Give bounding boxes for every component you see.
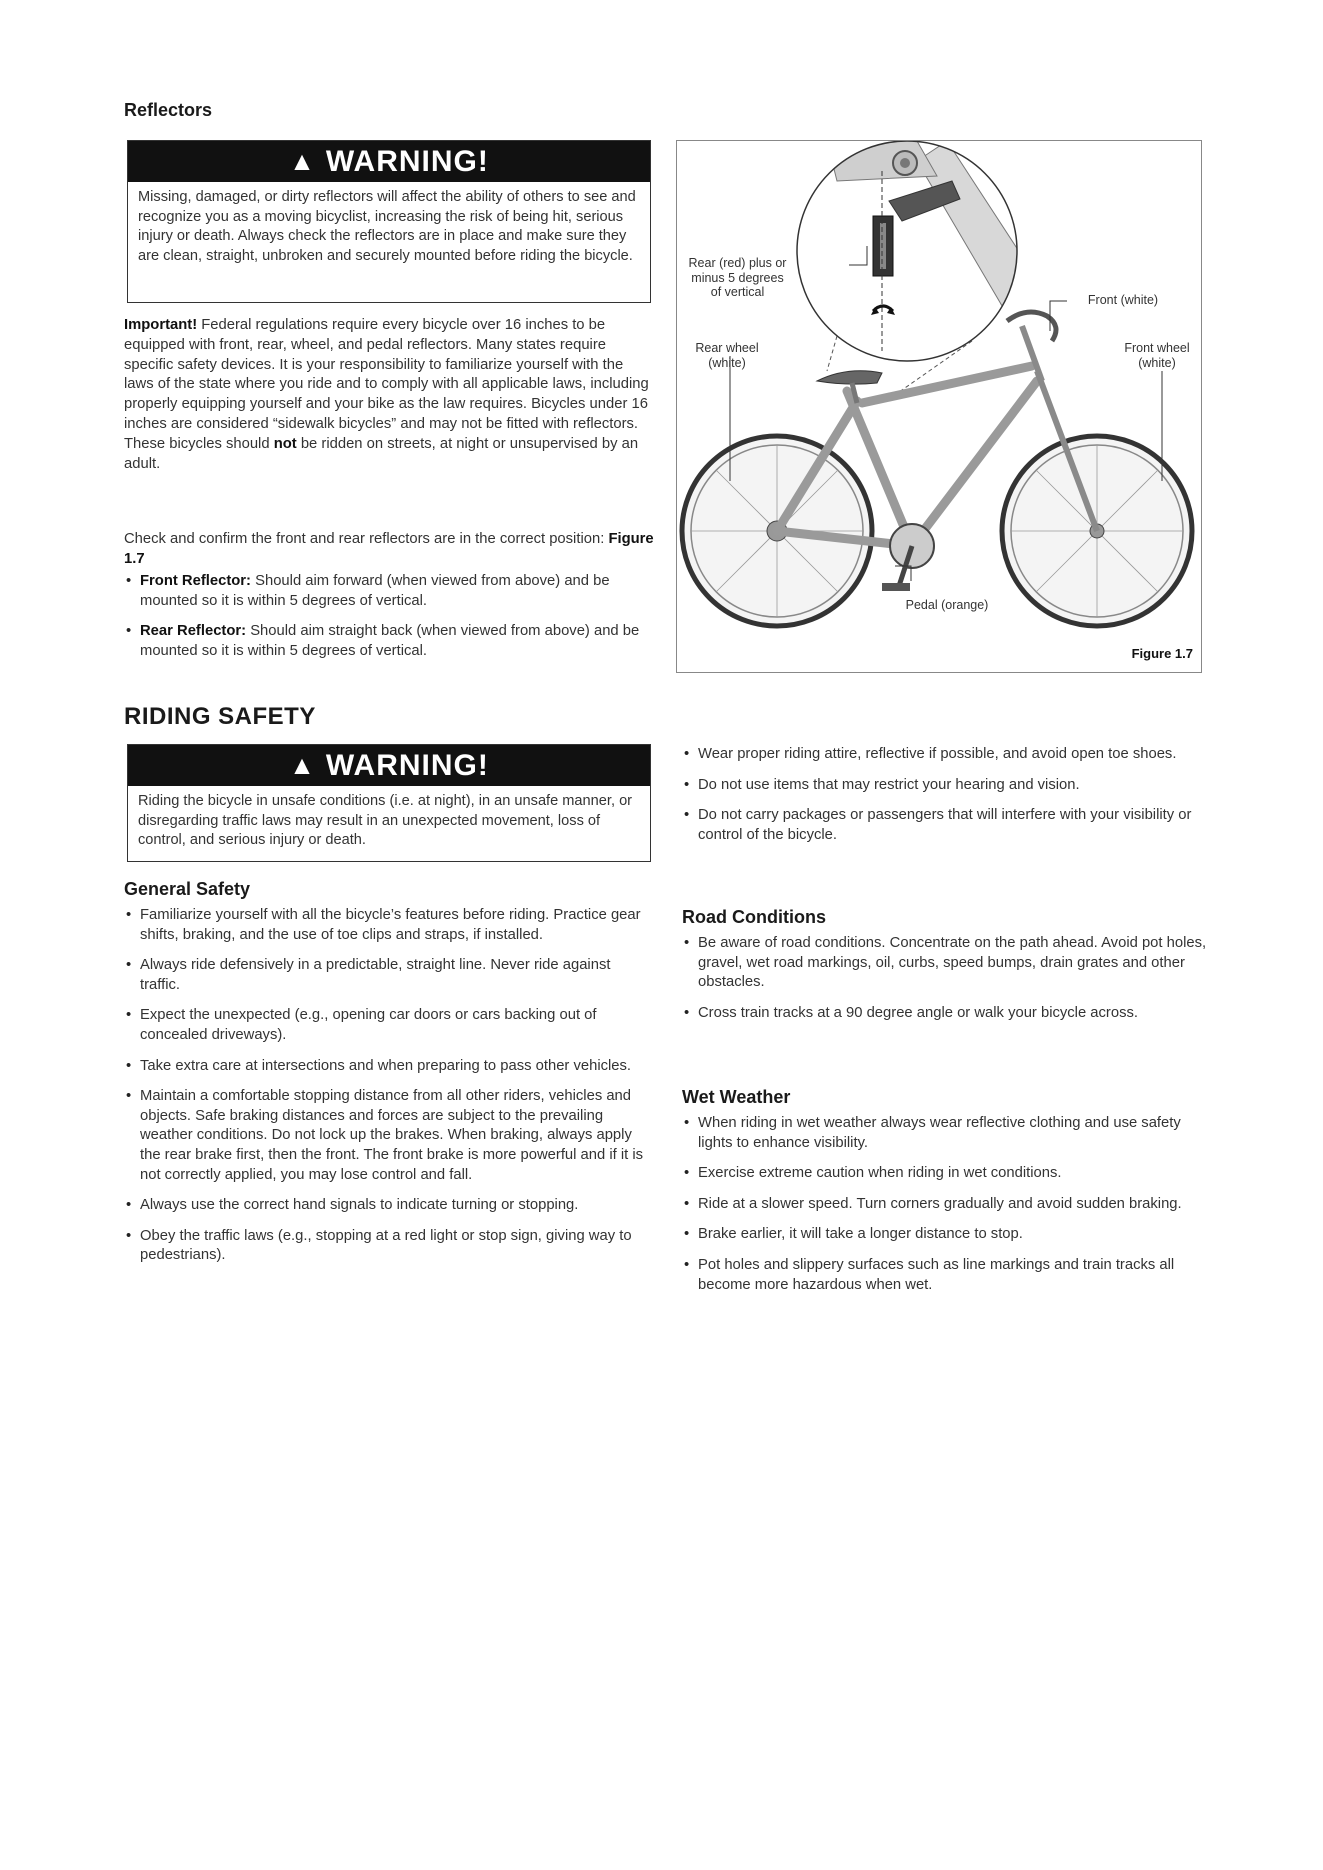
wet-weather-heading: Wet Weather xyxy=(682,1087,791,1107)
list-item: • Ride at a slower speed. Turn corners gradually and avoid sudden braking. xyxy=(682,1195,1207,1215)
list-item: • Obey the traffic laws (e.g., stopping at a red light or stop sign, giving way to pedestrians). xyxy=(124,1227,654,1266)
important-label: Important! xyxy=(124,317,198,333)
important-not: not xyxy=(273,435,297,452)
list-item: • Cross train tracks at a 90 degree angle or walk your bicycle across. xyxy=(682,1004,1207,1024)
list-item: • Brake earlier, it will take a longer distance to stop. xyxy=(682,1225,1207,1245)
list-item: • Do not use items that may restrict your hearing and vision. xyxy=(682,776,1207,796)
list-item: • Always use the correct hand signals to indicate turning or stopping. xyxy=(124,1196,654,1216)
label-rear-wheel: Rear wheel (white) xyxy=(695,341,759,370)
list-item: • Rear Reflector: Should aim straight back (when viewed from above) and be mounted so it is within 5 degrees of vertical. xyxy=(124,622,654,661)
warning-triangle-icon: ▲ xyxy=(289,750,316,780)
bicycle-illustration xyxy=(677,141,1201,672)
list-item: • Front Reflector: Should aim forward (when viewed from above) and be mounted so it is within 5 degrees of vertical. xyxy=(124,572,654,611)
list-item: • Wear proper riding attire, reflective if possible, and avoid open toe shoes. xyxy=(682,745,1207,765)
warning-text: Riding the bicycle in unsafe conditions (i.e. at night), in an unsafe manner, or disregarding traffic laws may result in an unexpected movement, loss of control, and serious injury or death. xyxy=(138,793,633,849)
road-conditions-heading: Road Conditions xyxy=(682,907,826,927)
label-rear-reflector: Rear (red) plus or minus 5 degrees of vertical xyxy=(688,256,787,299)
reflectors-warning-box xyxy=(127,140,651,303)
list-item: • When riding in wet weather always wear reflective clothing and use safety lights to enhance visibility. xyxy=(682,1114,1207,1153)
riding-safety-heading: RIDING SAFETY xyxy=(124,703,316,730)
warning-header xyxy=(128,745,650,786)
list-item: • Exercise extreme caution when riding in wet conditions. xyxy=(682,1164,1207,1184)
important-paragraph: Important! Federal regulations require every bicycle over 16 inches to be equipped with front, rear, wheel, and pedal reflectors. Many states require specific safety devices. It is your responsibility to familiarize yourself with the laws of the state where you ride and to comply with all applicable laws, including properly equipping yourself and your bike as the law requires. Bicycles under 16 inches are considered “sidewalk bicycles” and may not be fitted with reflectors. These bicycles should not be ridden on streets, at night or unsupervised by an adult. xyxy=(124,317,649,472)
wet-weather-list xyxy=(682,1114,1207,1306)
list-item: • Be aware of road conditions. Concentrate on the path ahead. Avoid pot holes, gravel, wet road markings, oil, curbs, speed bumps, drain grates and other obstacles. xyxy=(682,934,1207,993)
general-safety-heading: General Safety xyxy=(124,879,251,899)
figure-caption: Figure 1.7 xyxy=(1131,646,1193,661)
list-item: • Familiarize yourself with all the bicycle’s features before riding. Practice gear shifts, braking, and the use of toe clips and straps, if installed. xyxy=(124,906,654,945)
reflector-bullet-list xyxy=(124,572,654,672)
road-conditions-list xyxy=(682,934,1207,1034)
riding-warning-box xyxy=(127,744,651,862)
warning-title: WARNING! xyxy=(325,749,489,782)
warning-triangle-icon: ▲ xyxy=(289,146,316,176)
general-safety-list xyxy=(124,906,654,1277)
reflectors-heading: Reflectors xyxy=(124,100,213,120)
list-item: • Maintain a comfortable stopping distance from all other riders, vehicles and objects. Safe braking distances and forces are subject to the prevailing weather conditions. Do not lock up the brakes. When braking, always apply the rear brake first, then the front. The front brake is more powerful and if it is not correctly applied, you may lose control and fall. xyxy=(124,1087,654,1185)
figure-box xyxy=(676,140,1202,673)
warning-text: Missing, damaged, or dirty reflectors will affect the ability of others to see and recognize you as a moving bicyclist, increasing the risk of being hit, serious injury or death. Always check the reflectors are in place and make sure they are clean, straight, unbroken and securely mounted before riding the bicycle. xyxy=(138,189,636,264)
list-item: • Do not carry packages or passengers that will interfere with your visibility or control of the bicycle. xyxy=(682,806,1207,845)
list-item: • Always ride defensively in a predictable, straight line. Never ride against traffic. xyxy=(124,956,654,995)
warning-title: WARNING! xyxy=(325,145,489,178)
attire-list xyxy=(682,745,1207,856)
warning-header xyxy=(128,141,650,182)
label-front-wheel: Front wheel (white) xyxy=(1124,341,1190,370)
label-front-reflector: Front (white) xyxy=(1087,293,1159,307)
list-item: • Take extra care at intersections and when preparing to pass other vehicles. xyxy=(124,1057,654,1077)
figure-reference: Figure 1.7 xyxy=(124,531,654,567)
list-item: • Expect the unexpected (e.g., opening car doors or cars backing out of concealed driveways). xyxy=(124,1006,654,1045)
list-item: • Pot holes and slippery surfaces such as line markings and train tracks all become more hazardous when wet. xyxy=(682,1256,1207,1295)
check-paragraph: Check and confirm the front and rear reflectors are in the correct position: Figure 1.7 xyxy=(124,531,654,567)
label-pedal: Pedal (orange) xyxy=(905,598,989,612)
